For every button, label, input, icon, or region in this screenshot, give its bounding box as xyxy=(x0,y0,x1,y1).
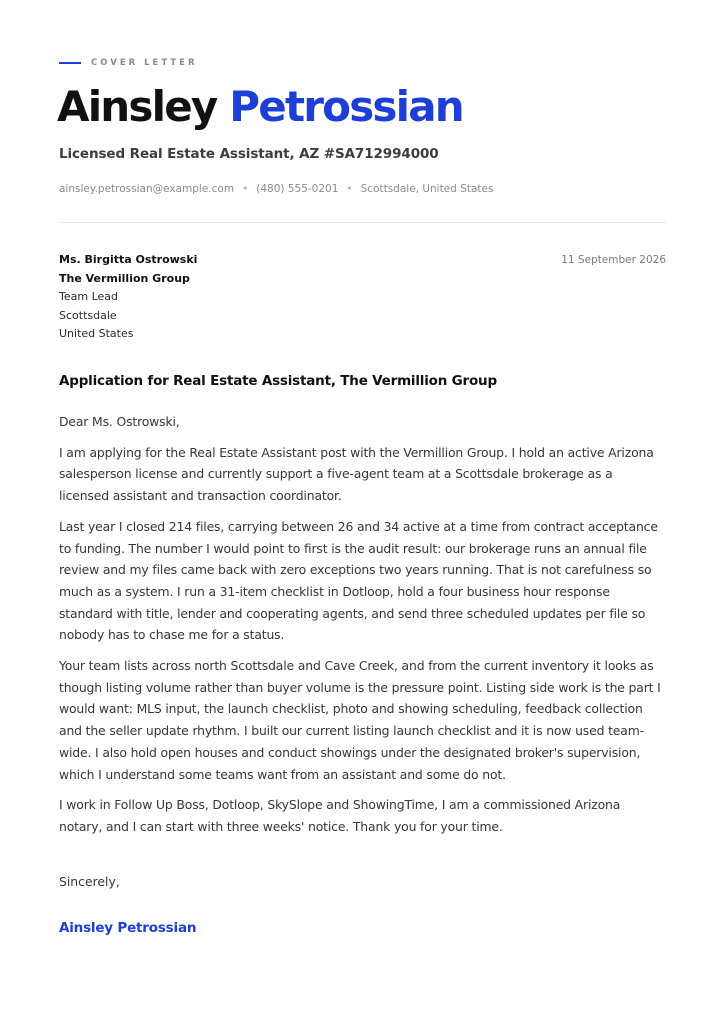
document-eyebrow xyxy=(59,56,198,70)
letter-body xyxy=(59,411,666,847)
recipient-city: Scottsdale xyxy=(59,308,117,322)
body-paragraph: Last year I closed 214 files, carrying between 26 and 34 active at a time from contract acceptance to funding. The number I would point to first is the audit result: our brokerage runs an annual file review and my files came back with zero exceptions two years running. That is not carefulness so much as a system. I run a 31-item checklist in Dotloop, hold a four business hour response standard with title, lender and cooperating agents, and send three scheduled updates per file so nobody has to chase me for a status. xyxy=(59,518,658,643)
salutation: Dear Ms. Ostrowski, xyxy=(59,414,180,429)
accent-rule xyxy=(59,62,81,64)
eyebrow-label: COVER LETTER xyxy=(91,58,198,68)
contact-separator: • xyxy=(242,183,249,195)
contact-email[interactable]: ainsley.petrossian@example.com xyxy=(59,183,235,195)
contact-phone[interactable]: (480) 555-0201 xyxy=(256,183,339,195)
recipient-name: Ms. Birgitta Ostrowski xyxy=(59,253,198,266)
recipient-title: Team Lead xyxy=(59,290,118,304)
contact-separator: • xyxy=(346,183,353,195)
first-name: Ainsley xyxy=(57,82,217,131)
last-name: Petrossian xyxy=(229,82,463,131)
body-paragraph: I am applying for the Real Estate Assistant post with the Vermillion Group. I hold an active Arizona salesperson license and currently support a five-agent team at a Scottsdale brokerage as a licensed assistant and transaction coordinator. xyxy=(59,444,654,504)
body-paragraph: Your team lists across north Scottsdale and Cave Creek, and from the current inventory it looks as though listing volume rather than buyer volume is the pressure point. Listing side work is the part I would want: MLS input, the launch checklist, photo and showing scheduling, feedback collection and the seller update rhythm. I built our current listing launch checklist and it is now used team-wide. I also hold open houses and conduct showings under the designated broker's supervision, which I understand some teams want from an assistant and some do not. xyxy=(59,658,661,782)
body-paragraph: I work in Follow Up Boss, Dotloop, SkySlope and ShowingTime, I am a commissioned Arizona notary, and I can start with three weeks' notice. Thank you for your time. xyxy=(59,797,621,834)
closing: Sincerely, xyxy=(59,874,120,889)
recipient-block xyxy=(59,251,197,344)
contact-line xyxy=(59,183,493,195)
signature-name: Ainsley Petrossian xyxy=(59,920,197,936)
letter-subject: Application for Real Estate Assistant, The Vermillion Group xyxy=(59,373,497,389)
applicant-name xyxy=(57,82,463,132)
recipient-company: The Vermillion Group xyxy=(59,271,190,285)
recipient-country: United States xyxy=(59,327,134,341)
letter-date: 11 September 2026 xyxy=(561,254,666,266)
applicant-subtitle: Licensed Real Estate Assistant, AZ #SA712994000 xyxy=(59,146,439,162)
header-divider xyxy=(59,222,666,223)
contact-location: Scottsdale, United States xyxy=(360,183,494,195)
